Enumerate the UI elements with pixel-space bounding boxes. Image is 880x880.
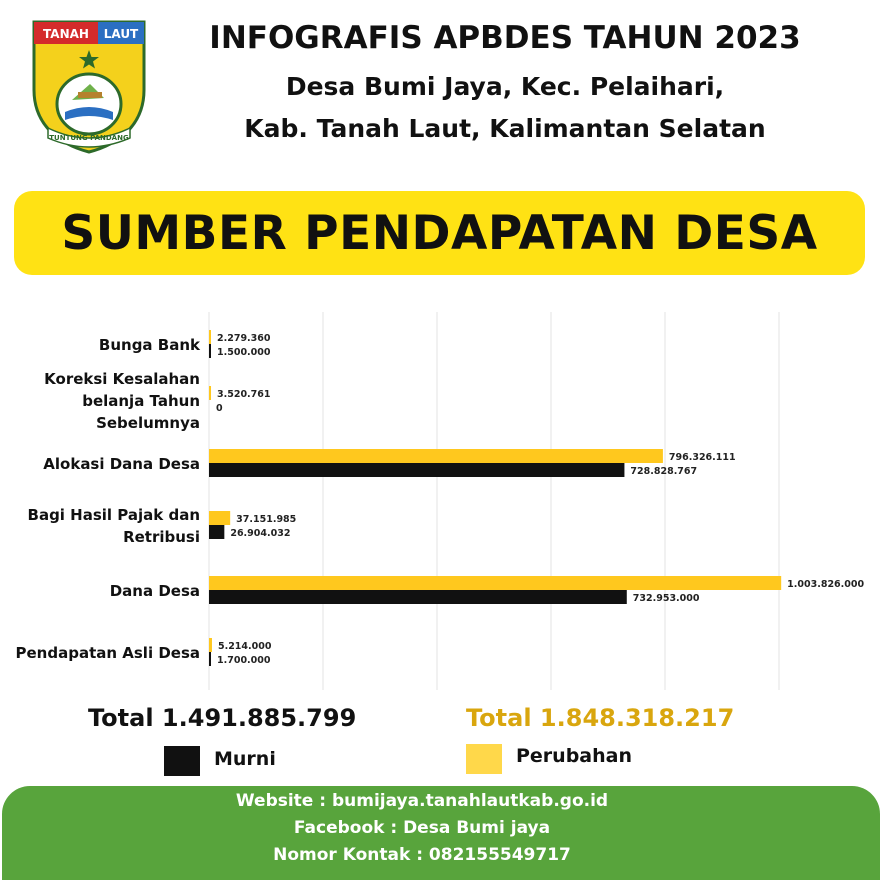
data-label-murni-0: 1.500.000 xyxy=(217,347,271,358)
data-label-perubahan-1: 3.520.761 xyxy=(217,389,271,400)
category-label-5-0: Pendapatan Asli Desa xyxy=(15,644,200,662)
bar-murni-3 xyxy=(209,525,224,539)
category-label-4-0: Dana Desa xyxy=(109,582,200,600)
bar-murni-2 xyxy=(209,463,624,477)
legend-label-perubahan: Perubahan xyxy=(516,745,633,767)
page-title: INFOGRAFIS APBDES TAHUN 2023 xyxy=(209,20,801,56)
section-banner xyxy=(14,191,865,275)
revenue-bar-chart xyxy=(0,300,880,700)
legend-swatch-murni xyxy=(164,746,200,776)
total-perubahan: Total 1.848.318.217 xyxy=(466,704,735,732)
bar-perubahan-3 xyxy=(209,511,230,525)
data-label-murni-4: 732.953.000 xyxy=(632,593,700,604)
category-label-1-0: Koreksi Kesalahan xyxy=(44,370,200,388)
logo-text-left: TANAH xyxy=(43,27,89,41)
data-label-perubahan-5: 5.214.000 xyxy=(217,641,272,652)
bar-perubahan-0 xyxy=(209,330,211,344)
data-label-perubahan-0: 2.279.360 xyxy=(217,333,271,344)
data-label-murni-2: 728.828.767 xyxy=(630,466,698,477)
bar-perubahan-4 xyxy=(209,576,781,590)
footer-website: Website : bumijaya.tanahlautkab.go.id xyxy=(235,791,609,811)
data-label-murni-3: 26.904.032 xyxy=(230,528,291,539)
legend-swatch-perubahan xyxy=(466,744,502,774)
bar-murni-5 xyxy=(209,652,211,666)
bar-perubahan-2 xyxy=(209,449,663,463)
category-label-2-0: Alokasi Dana Desa xyxy=(43,455,200,473)
footer-facebook: Facebook : Desa Bumi jaya xyxy=(293,818,551,838)
regency-logo xyxy=(30,20,148,154)
bar-perubahan-1 xyxy=(209,386,211,400)
data-label-perubahan-3: 37.151.985 xyxy=(236,514,297,525)
data-label-perubahan-4: 1.003.826.000 xyxy=(787,579,865,590)
category-label-1-2: Sebelumnya xyxy=(96,414,200,432)
bar-murni-0 xyxy=(209,344,211,358)
data-label-murni-5: 1.700.000 xyxy=(217,655,271,666)
logo-text-right: LAUT xyxy=(103,27,139,41)
bar-murni-4 xyxy=(209,590,627,604)
footer xyxy=(2,786,880,880)
category-label-3-1: Retribusi xyxy=(123,528,200,546)
subtitle-line-1: Desa Bumi Jaya, Kec. Pelaihari, xyxy=(285,72,725,101)
subtitle-line-2: Kab. Tanah Laut, Kalimantan Selatan xyxy=(244,114,766,143)
data-label-murni-1: 0 xyxy=(216,403,223,414)
bar-perubahan-5 xyxy=(209,638,212,652)
legend-label-murni: Murni xyxy=(214,748,276,770)
data-label-perubahan-2: 796.326.111 xyxy=(668,452,736,463)
category-label-0-0: Bunga Bank xyxy=(98,336,200,354)
section-banner-text: SUMBER PENDAPATAN DESA xyxy=(61,205,818,261)
category-label-3-0: Bagi Hasil Pajak dan xyxy=(27,506,200,524)
logo-ribbon-text: TUNTUNG PANDANG xyxy=(49,134,129,142)
footer-contact: Nomor Kontak : 082155549717 xyxy=(273,845,571,865)
category-label-1-1: belanja Tahun xyxy=(82,392,200,410)
total-murni: Total 1.491.885.799 xyxy=(88,704,357,732)
